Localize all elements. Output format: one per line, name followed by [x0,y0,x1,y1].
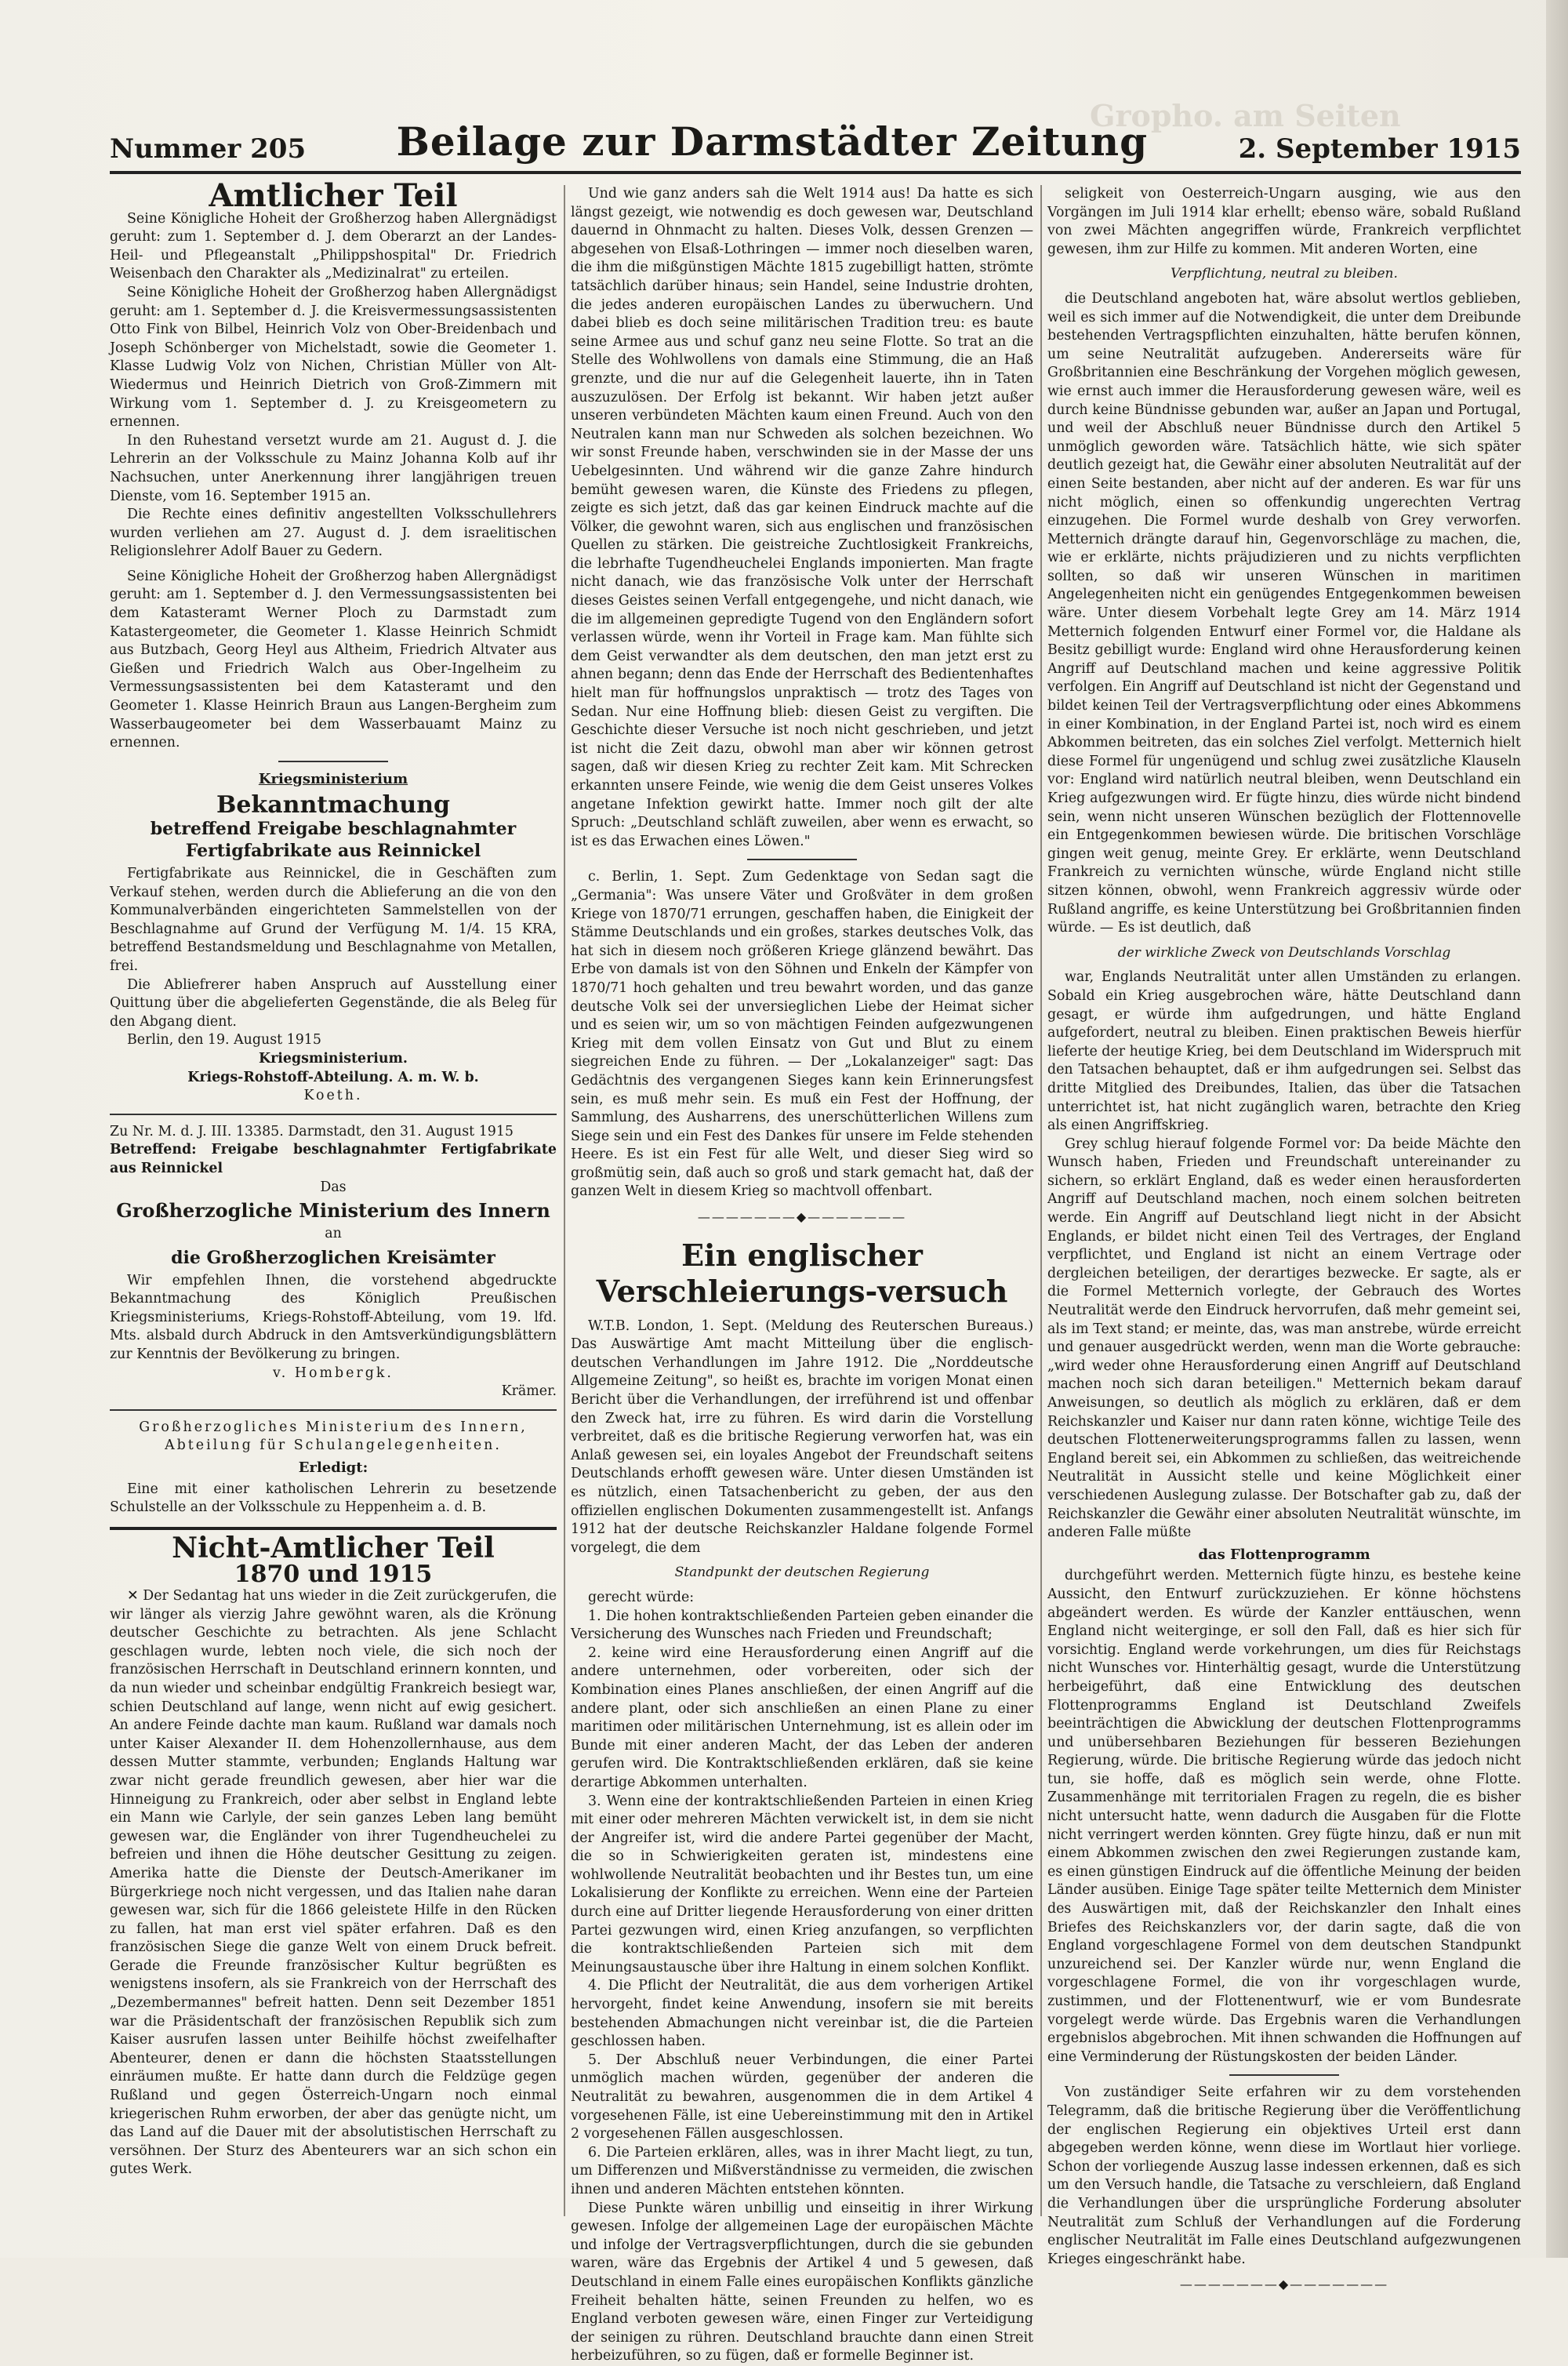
dateline: Berlin, den 19. August 1915 [127,1032,321,1049]
erledigt-label: Erledigt: [298,1459,368,1477]
paragraph: ✕ Der Sedantag hat uns wieder in die Zeit zurückgerufen, die wir länger als vierzig Jahre gewöhnt waren, als die Krönung deutscher Geschichte zu betrachten. Als jene Schlacht geschlagen wurde, lebten noch viele, die sich noch der französischen Herrschaft in Deutschland erinnern konnten, und da nun wieder und scheinbar endgültig Frankreich besiegt war, schien Deutschland auf lange, wenn nicht auf ewig gesichert. An andere Feinde dachte man kaum. Rußland war damals noch unter Kaiser Alexander II. dem Hohenzollernhause, aus dem dessen Mutter stammte, verbunden; Englands Haltung war zwar nicht gerade freundlich gewesen, aber hier war die Hinneigung zu Frankreich, oder aber selbst in England lebte ein Mann wie Carlyle, der sein ganzes Leben lang bemüht gewesen war, die Engländer von ihrer Tugendheuchelei zu befreien und ihnen die Höhe deutscher Gesittung zu zeigen. Amerika hatte die Dienste der Deutsch-Amerikaner im Bürgerkriege noch nicht vergessen, und das Italien nahe daran gewesen war, sich für die 1866 geleistete Hilfe in den Rücken zu fallen, hat man erst viel später erfahren. Daß es den französischen Siege die ganze Welt von einem Druck befreit. Gerade die Freunde französischer Kultur begrüßten es wenigstens insofern, als sie Frankreich von der Herrschaft des „Dezembermannes" befreit hatten. Denn seit Dezember 1851 war die Präsidentschaft der französischen Republik sich zum Kaiser ausrufen lassen unter Beihilfe höchst zweifelhafter Abenteurer, denen er dann die höchsten Staatsstellungen einräumen mußte. Er hatte dann durch die Feldzüge gegen Rußland und gegen Österreich-Ungarn noch einmal kriegerischen Ruhm erworben, der aber das genügte nicht, um das Land auf die Dauer mit der absolutistischen Herrschaft zu versöhnen. Der Sturz des Abenteurers war an sich schon ein gutes Werk. [110,1588,557,2178]
paragraph: In den Ruhestand versetzt wurde am 21. August d. J. die Lehrerin an der Volksschule zu Mainz Johanna Kolb auf ihr Nachsuchen, unter Anerkennung ihrer langjährigen treuen Dienste, vom 16. September 1915 an. [110,432,557,504]
issue-date: 2. September 1915 [1238,133,1521,165]
newspaper-title: Beilage zur Darmstädter Zeitung [396,118,1149,165]
subheading-flottenprogramm: das Flottenprogramm [1198,1546,1370,1563]
bekanntmachung-subheading: betreffend Freigabe beschlagnahmter Fertigfabrikate aus Reinnickel [150,819,517,861]
ornament-divider: ———————◆——————— [1179,2277,1389,2292]
section-heading-amtlicher: Amtlicher Teil [209,177,458,214]
subheading-standpunkt: Standpunkt der deutschen Regierung [674,1565,930,1581]
paragraph: war, Englands Neutralität unter allen Umständen zu erlangen. Sobald ein Krieg ausgebrochen wäre, hätte Deutschland dann gesagt, er würde ihm aufgedrungen, und hätte England aufgefordert, neutral zu bleiben. Einen praktischen Beweis hierfür lieferte der heutige Krieg, bei dem Deutschland im Widerspruch mit den Tatsachen behauptet, daß er ihm aufgedrungen sei. Selbst das dritte Mitglied des Dreibundes, Italien, das über die Tatsachen unterrichtet ist, hat nicht zugänglich waren, betrachte den Krieg als einen Angriffskrieg. [1047,969,1521,1134]
abteilung-line: Kriegs-Rohstoff-Abteilung. A. m. W. b. [187,1069,479,1085]
masthead [110,118,1521,165]
paragraph: Diese Punkte wären unbillig und einseitig in ihrer Wirkung gewesen. Infolge der allgemeinen Lage der europäischen Mächte und infolge der Vertragsverpflichtungen, durch die sie gebunden waren, wäre das Ergebnis der Artikel 4 und 5 gewesen, daß Deutschland in einem Falle eines europäischen Konflikts gänzliche Freiheit behalten hätte, seinen Freunden zu helfen, wo es England verboten gewesen wäre, einen Finger zur Verteidigung der seinigen zu rühren. Deutschland brauchte dann einen Streit herbeizuführen, so zu fügen, daß er formelle Beginner ist. [571,2200,1033,2364]
list-item: 6. Die Parteien erklären, alles, was in ihrer Macht liegt, zu tun, um Differenzen und Mißverständnisse zu vermeiden, die zwischen ihnen und anderen Mächten entstehen könnten. [571,2144,1033,2197]
divider-thick [110,1527,557,1530]
page-edge [1546,0,1568,2258]
bleed-through-text: Gropho. am Seiten [1090,98,1401,133]
column-3 [1047,185,1521,2292]
paragraph: Seine Königliche Hoheit der Großherzog haben Allergnädigst geruht: am 1. September d. J. die Kreisvermessungsassistenten Otto Fink von Bilbel, Heinrich Volz von Ober-Breidenbach und Joseph Schönberger von Michelstadt, sowie die Geometer 1. Klasse Ludwig Volz von Nichen, Christian Müller von Alt-Wiedermus und Heinrich Dietrich von Groß-Zimmern mit Wirkung vom 1. September d. J. zu Kreisgeometern zu ernennen. [110,284,557,431]
paragraph: Eine mit einer katholischen Lehrerin zu besetzende Schulstelle an der Volksschule zu Heppenheim a. d. B. [110,1481,557,1516]
ministerium-schule-line: Großherzogliches Ministerium des Innern, Abteilung für Schulangelegenheiten. [139,1419,528,1454]
ministerium-heading: Großherzogliche Ministerium des Innern [116,1199,550,1223]
subheading-zweck: der wirkliche Zweck von Deutschlands Vorschlag [1117,944,1451,961]
signature-koeth: Koeth. [303,1088,363,1104]
divider [110,1114,557,1115]
paragraph: Wir empfehlen Ihnen, die vorstehend abgedruckte Bekanntmachung des Königlich Preußischen Kriegsministeriums, Kriegs-Rohstoff-Abteilung, vom 19. lfd. Mts. alsbald durch Abdruck in den Amtsverkündigungsblättern zur Kenntnis der Bevölkerung zu bringen. [110,1272,557,1363]
paragraph: Und wie ganz anders sah die Welt 1914 aus! Da hatte es sich längst gezeigt, wie notwendig es doch gewesen war, Deutschland dauernd in Ohnmacht zu halten. Dieses Volk, dessen Grenzen — abgesehen von Elsaß-Lothringen — immer noch dieselben waren, die ihm die mißgünstigen Mächte 1815 zugebilligt hatten, strömte tatsächlich darüber hinaus; sein Handel, seine Industrie drohten, die jedes anderen europäischen Landes zu überwuchern. Und dabei blieb es doch seine militärischen Tradition treu: es baute seine Armee aus und schuf ganz neu seine Flotte. So trat an die Stelle des Wohlwollens von damals eine Stimmung, die an Haß grenzte, und die nur auf die Gelegenheit lauerte, ihn in Taten auszuzulösen. Der Erfolg ist bekannt. Wir haben jetzt außer unseren verbündeten Mächten kaum einen Freund. Auch von den Neutralen kann man nur Schweden als solchen bezeichnen. Wo wir sonst Freunde haben, verschwinden sie in der Masse der uns Uebelgesinnten. Und während wir die ganze Zahre hindurch bemüht gewesen waren, die Künste des Friedens zu pflegen, zeigte es sich jetzt, daß das gar keinen Eindruck machte auf die Völker, die gewohnt waren, sich aus englischen und französischen Quellen zu stärken. Die geistreiche Zuchtlosigkeit Frankreichs, die lebrhafte Tugendheuchelei Englands imponierten. Man fragte nicht danach, wie das französische Volk unter der Herrschaft dieses Geistes seinen Verfall entgegengehe, und nicht danach, wie die im allgemeinen gepredigte Tugend von den Engländern sofort verlassen würde, wenn ihr Vorteil in Frage kam. Man fühlte sich dem Geist verwandter als dem deutschen, den man jetzt erst zu ahnen begann; denn das Ende der Herrschaft des Bedientenhaftes hielt man für hoffnungslos unpraktisch — trotz des Tages von Sedan. Nur eine Hoffnung blieb: diesen Geist zu vergiften. Die Geschichte dieser Versuche ist noch nicht geschrieben, und jetzt ist nicht die Zeit dazu, obwohl man aber wir können getrost sagen, daß wir diesen Krieg zu rechter Zeit kam. Mit Schrecken erkannten unsere Feinde, wie wenig die dem Geist unseres Volkes angetane Infektion gewirkt hatte. Immer noch gilt der alte Spruch: „Deutschland schläft zuweilen, aber wenn es erwacht, so ist es das Erwachen eines Löwen." [571,186,1033,849]
article-heading-1870: 1870 und 1915 [234,1561,433,1589]
signature-hombergk: v. Hombergk. [273,1365,394,1381]
subheading-verpflichtung: Verpflichtung, neutral zu bleiben. [1171,266,1398,282]
column-divider [1040,185,1042,2216]
masthead-rule [110,171,1521,174]
kriegsministerium-signature: Kriegsministerium. [259,1050,408,1067]
kriegsministerium-label: Kriegsministerium [258,770,408,787]
paragraph: W.T.B. London, 1. Sept. (Meldung des Reuterschen Bureaus.) Das Auswärtige Amt macht Mitteilung über die englisch-deutschen Verhandlungen im Jahre 1912. Die „Norddeutsche Allgemeine Zeitung", so heißt es, brachte im vorigen Monat einen Bericht über die Verhandlungen, der irreführend ist und offenbar den Zweck hat, irre zu führen. Es wird darin die Vorstellung verbreitet, daß es die britische Regierung verworfen hat, was ein Anlaß gewesen sei, ein loyales Angebot der Freundschaft seitens Deutschlands erhofft gewesen wäre. Unter diesen Umständen ist es nützlich, einen Tatsachenbericht zu geben, der aus den offiziellen englischen Dokumenten zusammengestellt ist. Anfangs 1912 hat der deutsche Reichskanzler Haldane folgende Formel vorgelegt, die dem [571,1317,1033,1556]
list-item: 2. keine wird eine Herausforderung einen Angriff auf die andere unternehmen, oder vorbereiten, oder sich der Kombination eines Planes anschließen, der einen Angriff auf die andere plant, oder sich anschließen an einen Plane zu einer maritimen oder militärischen Unternehmung, ist es allein oder im Bunde mit einer anderen Macht, der das Leben der anderen gerufen wird. Die Kontraktschließenden erklären, daß sie keine derartige Abkommen unterhalten. [571,1645,1033,1790]
list-item: 5. Der Abschluß neuer Verbindungen, die einer Partei unmöglich machen würden, gegenüber der anderen die Neutralität zu bewahren, ausgenommen die in dem Artikel 4 vorgesehenen Fälle, ist eine Uebereinstimmung mit den in Artikel 2 vorgesehenen Fällen ausgeschlossen. [571,2052,1033,2142]
paragraph: Von zuständiger Seite erfahren wir zu dem vorstehenden Telegramm, daß die britische Regierung über die Veröffentlichung der englischen Regierung ein objektives Urteil erst dann abgegeben werden könne, wenn diese im Wortlaut hier vorliege. Schon der vorliegende Auszug lasse indessen erkennen, daß es sich um den Versuch handle, die Tatsache zu verschleiern, daß England die Verhandlungen über die ursprüngliche Forderung absoluter Neutralität zum Schluß der Verhandlungen auf die Forderung englischer Neutralität im Falle eines Deutschland aufgezwungenen Krieges eingeschränkt habe. [1047,2084,1521,2267]
an-line: an [325,1226,342,1242]
ornament-divider: ———————◆——————— [697,1209,907,1225]
divider [110,1409,557,1411]
article-heading-englischer: Ein englischer Verschleierungs-versuch [596,1237,1008,1309]
list-item: 1. Die hohen kontraktschließenden Parteien geben einander die Versicherung des Wunsches nach Frieden und Freundschaft; [571,1608,1033,1643]
divider [1229,2074,1339,2076]
paragraph: Seine Königliche Hoheit der Großherzog haben Allergnädigst geruht: zum 1. September d. J. dem Oberarzt an der Landes-Heil- und Pflegeanstalt „Philippshospital" Dr. Friedrich Weisenbach den Charakter als „Medizinalrat" zu erteilen. [110,210,557,282]
paragraph: gerecht würde: [588,1589,695,1605]
bekanntmachung-heading: Bekanntmachung [216,791,450,820]
column-1 [110,177,557,2224]
paragraph: die Deutschland angeboten hat, wäre absolut wertlos geblieben, weil es sich immer auf die Notwendigkeit, die unter dem Dreibunde bestehenden Vertragspflichten einzuhalten, hätte berufen können, um seine Neutralität aufzugeben. Andererseits wäre für Großbritannien eine Beschränkung der Vorgehen möglich gewesen, wie ernst auch immer die Herausforderung gewesen wäre, weil es durch keine Bündnisse gebunden war, außer an Japan und Portugal, und weil der Abschluß neuer Bündnisse durch den Artikel 5 unmöglich geworden wäre. Tatsächlich hätte, wie sich später deutlich gezeigt hat, die Gewähr einer absoluten Neutralität auf der einen Seite bestanden, aber nicht auf der anderen. Es war für uns nicht möglich, einen so offenkundig ungerechten Vertrag einzugehen. Die Formel wurde deshalb von Grey verworfen. Metternich drängte darauf hin, Gegenvorschläge zu machen, die, wie er erklärte, nichts präjudizieren und zu nichts verpflichten sollten, so daß wir unseren Wünschen in maritimen Angelegenheiten nicht ein genügendes Entgegenkommen beweisen wäre. Unter diesem Vorbehalt legte Grey am 14. März 1914 Metternich folgenden Entwurf einer Formel vor, die Haldane als Besitz gebilligt wurde: England wird ohne Herausforderung keinen Angriff auf Deutschland machen und keine aggressive Politik verfolgen. Ein Angriff auf Deutschland ist nicht der Gegenstand und bildet keinen Teil der Vertragsverpflichtung oder eines Abkommens in einer Kombination, in der England Partei ist, noch wird es einem Abkommen beitreten, das ein solches Ziel verfolgt. Metternich hielt diese Formel für ungenügend und schlug zwei zusätzliche Klauseln vor: England wird natürlich neutral bleiben, wenn Deutschland ein Krieg aufgezwungen wird. Er fügte hinzu, dies würde nicht bindend sein, wenn nicht unseren Wünschen bezüglich der Flottennovelle ein Entgegenkommen bewiesen würde. Die britischen Vorschläge gingen weit genug, meinte Grey. Er erklärte, wenn Deutschland Frankreich zu vernichten wünsche, würde England nicht stille sitzen können, obwohl, wenn Frankreich aggressiv würde oder Rußland angriffe, es keine Unterstützung bei Großbritannien finden würde. — Es ist deutlich, daß [1047,290,1521,936]
paragraph: Die Rechte eines definitiv angestellten Volksschullehrers wurden verliehen am 27. August d. J. dem israelitischen Religionslehrer Adolf Bauer zu Gedern. [110,507,557,560]
paragraph: Die Abliefrerer haben Anspruch auf Ausstellung einer Quittung über die abgelieferten Gegenstände, die als Beleg für den Abgang dient. [110,976,557,1030]
paragraph: Fertigfabrikate aus Reinnickel, die in Geschäften zum Verkauf stehen, werden durch die Ablieferung an die von den Kommunalverbänden eingerichteten Sammelstellen von der Beschlagnahme auf Grund der Verfügung M. 1/4. 15 KRA, betreffend Bestandsmeldung und Beschlagnahme von Metallen, frei. [110,866,557,974]
section-heading-nicht-amtlicher: Nicht-Amtlicher Teil [172,1531,495,1565]
issue-number: Nummer 205 [110,133,307,165]
column-2 [571,185,1033,2364]
reference-line: Zu Nr. M. d. J. III. 13385. Darmstadt, den 31. August 1915 [110,1123,514,1139]
kreisaemter-heading: die Großherzoglichen Kreisämter [171,1247,495,1268]
signature-kraemer: Krämer. [501,1383,557,1400]
paragraph: c. Berlin, 1. Sept. Zum Gedenktage von Sedan sagt die „Germania": Was unsere Väter und Großväter in dem großen Kriege von 1870/71 errungen, geschaffen haben, die Einigkeit der Stämme Deutschlands und ein großes, starkes deutsches Volk, das hat sich in diesem noch größeren Kriege glänzend bewährt. Das Erbe von damals ist von den Söhnen und Enkeln der Kämpfer von 1870/71 hoch gehalten und treu bewahrt worden, und das ganze deutsche Volk sei der unversieglichen Liebe der Heimat sicher und es seien wir, um so von mächtigen Feinden aufgezwungenen Krieg mit dem vollen Einsatz von Gut und Blut zu einem siegreichen Ende zu führen. — Der „Lokalanzeiger" sagt: Das Gedächtnis des vergangenen Sieges kann kein Erinnerungsfest sein, es muß mehr sein. Es muß ein Fest der Hoffnung, der Sammlung, des Ausharrens, des unerschütterlichen Willens zum Siege sein und ein Fest des Dankes für unsere im Felde stehenden Heere. Es ist ein Fest für alle Welt, und dieser Sieg wird so großmütig sein, daß auch so groß und stark gemacht hat, daß der ganzen Welt in diesem Krieg so machtvoll offenbart. [571,869,1033,1200]
paragraph: seligkeit von Oesterreich-Ungarn ausging, wie aus den Vorgängen im Juli 1914 klar erhellt; ebenso wäre, sobald Rußland von zwei Mächten angegriffen würde, Frankreich verpflichtet gewesen, ihm zur Hilfe zu kommen. Mit anderen Worten, eine [1047,186,1521,257]
paragraph: Seine Königliche Hoheit der Großherzog haben Allergnädigst geruht: am 1. September d. J. den Vermessungsassistenten bei dem Katasteramt Werner Ploch zu Darmstadt zum Katastergeometer, die Geometer 1. Klasse Heinrich Schmidt aus Butzbach, Georg Heyl aus Altheim, Friedrich Altvater aus Gießen und Friedrich Walch aus Ober-Ingelheim zu Vermessungsassistenten bei dem Katasteramt und den Geometer 1. Klasse Heinrich Braun aus Langen-Bergheim zum Wasserbaugeometer bei dem Wasserbauamt Mainz zu ernennen. [110,568,557,751]
paragraph: Grey schlug hierauf folgende Formel vor: Da beide Mächte den Wunsch haben, Frieden und Freundschaft untereinander zu sichern, so erklärt England, daß es weder einen herausforderten Angriff auf Deutschland machen, noch einem solchen beitreten werde. Ein Angriff auf Deutschland liegt nicht in der Absicht Englands, er bildet nicht einen Teil des Vertrages, der England verpflichtet, und England ist nicht an einem Vertrage oder dergleichen beteiligen, der derartiges bezwecke. Er sagte, als er die Formel Metternich vorlegte, der Gebrauch des Wortes Neutralität werde den Eindruck hervorrufen, daß mehr gemeint sei, als im Text stand; er meinte, das, was man anstrebe, würde erreicht und genauer ausgedrückt werden, wenn man die Worte gebrauche: „wird weder ohne Herausforderung einen Angriff auf Deutschland machen noch sich daran beteiligen." Metternich bekam darauf Anweisungen, so deutlich als möglich zu erklären, daß er dem Reichskanzler und Kaiser nur dann raten könne, wichtige Teile des deutschen Flottenerweiterungsprogramms fallen zu lassen, wenn England bereit sei, ein Abkommen zu schließen, das weitreichende Neutralität in Aussicht stelle und keine Möglichkeit einer verschiedenen Auslegung zulasse. Der Botschafter gab zu, daß der Reichskanzler die Gewähr einer absoluten Neutralität wünschte, im anderen Falle müßte [1047,1136,1521,1541]
list-item: 4. Die Pflicht der Neutralität, die aus dem vorherigen Artikel hervorgeht, findet keine Anwendung, insofern sie mit bereits bestehenden Abmachungen nicht vereinbar ist, die die Parteien geschlossen haben. [571,1978,1033,2050]
column-divider [564,185,565,2216]
das-line: Das [320,1179,347,1195]
paragraph: durchgeführt werden. Metternich fügte hinzu, es bestehe keine Aussicht, den Entwurf zurückzuziehen. Er könne höchstens abgeändert werden. Es würde der Kanzler enttäuschen, wenn England nicht weiterginge, er soll den Fall, daß es hier sich für vorsichtig. England werde vorkehrungen, um dies für Reichstags nicht Wunsches vor. Hinterhältig gesagt, wurde die Unterstützung herbeigeführt, daß eine Entwicklung des deutschen Flottenprogramms England ist Deutschland Zweifels beeinträchtigen die Abwicklung der deutschen Flottenprogramms und unübersehbaren Beziehungen für besseren Beziehungen Regierung, würde. Die britische Regierung würde das jedoch nicht tun, sie hoffe, daß es möglich sein werde, ohne Flotte. Zusammenhänge mit territorialen Fragen zu regeln, die es bisher nicht untersucht hatte, wenn dadurch die Ausgaben für die Flotte nicht verringert werden könnten. Grey fügte hinzu, daß er nun mit einem Abkommen zwischen den zwei Regierungen zustande kam, es einen günstigen Eindruck auf die öffentliche Meinung der beiden Länder ausüben. Einige Tage später teilte Metternich dem Minister des Auswärtigen mit, daß der Reichskanzler den Inhalt eines Briefes des Reichskanzlers vor, der darin sagte, daß die von England vorgeschlagene Formel von dem deutschen Standpunkt unzureichend sei. Der Kanzler würde nur, wenn England die vorgeschlagene Formel, die von ihr vorgeschlagen wurde, zustimmen, und der Flottenentwurf, wie er vom Bundesrate vorgelegt werde würde. Das Ergebnis waren die Verhandlungen ergebnislos abgebrochen. Mit ihnen schwanden die Hoffnungen auf eine Verminderung der Rüstungskosten der beiden Länder. [1047,1568,1521,2065]
list-item: 3. Wenn eine der kontraktschließenden Parteien in einen Krieg mit einer oder mehreren Mächten verwickelt ist, in dem sie nicht der Angreifer ist, wird die andere Partei gegenüber der Macht, die so in Schwierigkeiten geraten ist, mindestens eine wohlwollende Neutralität beobachten und ihr Bestes tun, um eine Lokalisierung der Konflikte zu erreichen. Wenn eine der Parteien durch eine auf Dritter liegende Herausforderung von einer dritten Partei gezwungen wird, einen Krieg anzufangen, so verpflichten die kontraktschließenden Parteien sich mit dem Meinungsaustausche über ihre Haltung in einem solchen Konflikt. [571,1793,1033,1975]
divider [278,761,388,762]
divider [747,859,857,860]
betreffend-line: Betreffend: Freigabe beschlagnahmter Fertigfabrikate aus Reinnickel [110,1142,557,1176]
